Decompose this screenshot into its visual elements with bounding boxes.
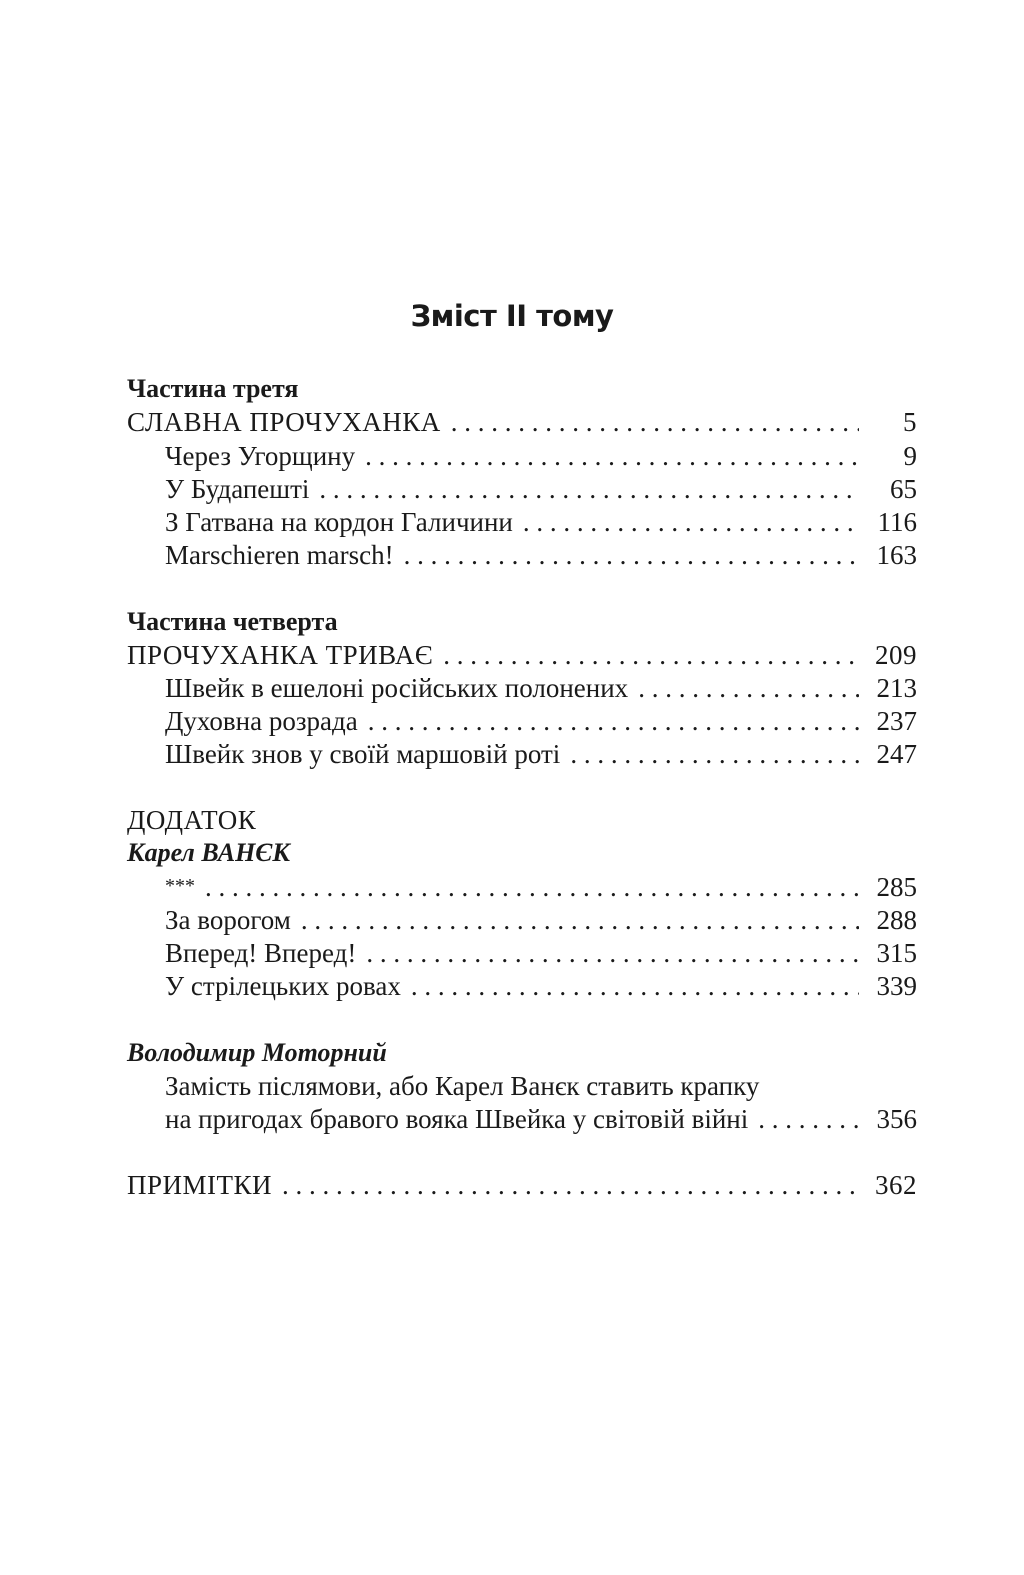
toc-page-number: 288 <box>876 905 917 935</box>
toc-entry-chapter[interactable] <box>165 737 917 771</box>
page-title: Зміст ІІ тому <box>410 299 614 333</box>
toc-entry-chapter[interactable] <box>165 969 917 1003</box>
toc-entry-label: З Гатвана на кордон Галичини <box>165 507 513 537</box>
toc-entry-label: *** <box>165 875 195 897</box>
toc-page-number: 339 <box>876 971 917 1001</box>
dot-leader <box>319 472 859 506</box>
toc-entry-chapter[interactable] <box>165 936 917 970</box>
dot-leader <box>366 936 859 970</box>
dot-leader <box>570 737 859 771</box>
toc-entry-notes[interactable] <box>127 1168 917 1202</box>
dot-leader <box>411 969 859 1003</box>
toc-page-number: 65 <box>890 474 917 504</box>
toc-page-number: 356 <box>876 1104 917 1134</box>
toc-entry-chapter[interactable] <box>165 472 917 506</box>
toc-entry-label: Marschieren marsch! <box>165 540 394 570</box>
toc-entry-chapter[interactable] <box>165 671 917 705</box>
toc-entry-label: ПРИМІТКИ <box>127 1170 273 1200</box>
dot-leader <box>205 870 859 904</box>
dot-leader <box>282 1168 859 1202</box>
toc-page-number: 116 <box>877 507 917 537</box>
toc-entry-chapter[interactable] <box>165 870 917 904</box>
dot-leader <box>758 1102 859 1136</box>
dot-leader <box>443 638 859 672</box>
toc-entry-part-four-section[interactable] <box>127 638 917 672</box>
toc-page-number: 237 <box>876 706 917 736</box>
toc-entry-chapter[interactable] <box>165 505 917 539</box>
toc-entry-afterword[interactable] <box>165 1102 917 1136</box>
dot-leader <box>523 505 859 539</box>
toc-entry-label: на пригодах бравого вояка Швейка у світовій війні <box>165 1104 749 1134</box>
toc-entry-label: Вперед! Вперед! <box>165 938 357 968</box>
toc-entry-chapter[interactable] <box>165 704 917 738</box>
toc-entry-label: За ворогом <box>165 905 291 935</box>
toc-page-number: 213 <box>876 673 917 703</box>
toc-entry-chapter[interactable] <box>165 439 917 473</box>
dot-leader <box>368 704 859 738</box>
toc-page-number: 163 <box>876 540 917 570</box>
dot-leader <box>365 439 859 473</box>
toc-page-number: 247 <box>876 739 917 769</box>
toc-entry-label: Швейк в ешелоні російських полонених <box>165 673 629 703</box>
afterword-author: Володимир Моторний <box>127 1038 387 1067</box>
afterword-title-line-1[interactable]: Замість післямови, або Карел Ванєк ставить крапку <box>165 1071 760 1101</box>
part-four-heading: Частина четверта <box>127 607 338 636</box>
toc-page-number: 285 <box>876 872 917 902</box>
toc-entry-label: Духовна розрада <box>165 706 358 736</box>
toc-page-number: 209 <box>875 640 917 670</box>
dot-leader <box>404 538 859 572</box>
part-three-heading: Частина третя <box>127 374 299 403</box>
dot-leader <box>301 903 859 937</box>
appendix-author: Карел ВАНЄК <box>127 838 291 867</box>
toc-page-number: 362 <box>875 1170 917 1200</box>
toc-page-number: 9 <box>903 441 917 471</box>
dot-leader <box>638 671 859 705</box>
toc-page-number: 315 <box>876 938 917 968</box>
toc-entry-label: СЛАВНА ПРОЧУХАНКА <box>127 407 441 437</box>
toc-entry-label: Через Угорщину <box>165 441 356 471</box>
dot-leader <box>451 405 859 439</box>
toc-page-number: 5 <box>903 407 917 437</box>
toc-entry-chapter[interactable] <box>165 903 917 937</box>
toc-entry-label: У Будапешті <box>165 474 310 504</box>
toc-entry-label: ПРОЧУХАНКА ТРИВАЄ <box>127 640 434 670</box>
toc-entry-label: У стрілецьких ровах <box>165 971 401 1001</box>
toc-entry-chapter[interactable] <box>165 538 917 572</box>
toc-entry-part-three-section[interactable] <box>127 405 917 439</box>
appendix-heading: ДОДАТОК <box>127 805 257 835</box>
toc-entry-label: Швейк знов у своїй маршовій роті <box>165 739 561 769</box>
